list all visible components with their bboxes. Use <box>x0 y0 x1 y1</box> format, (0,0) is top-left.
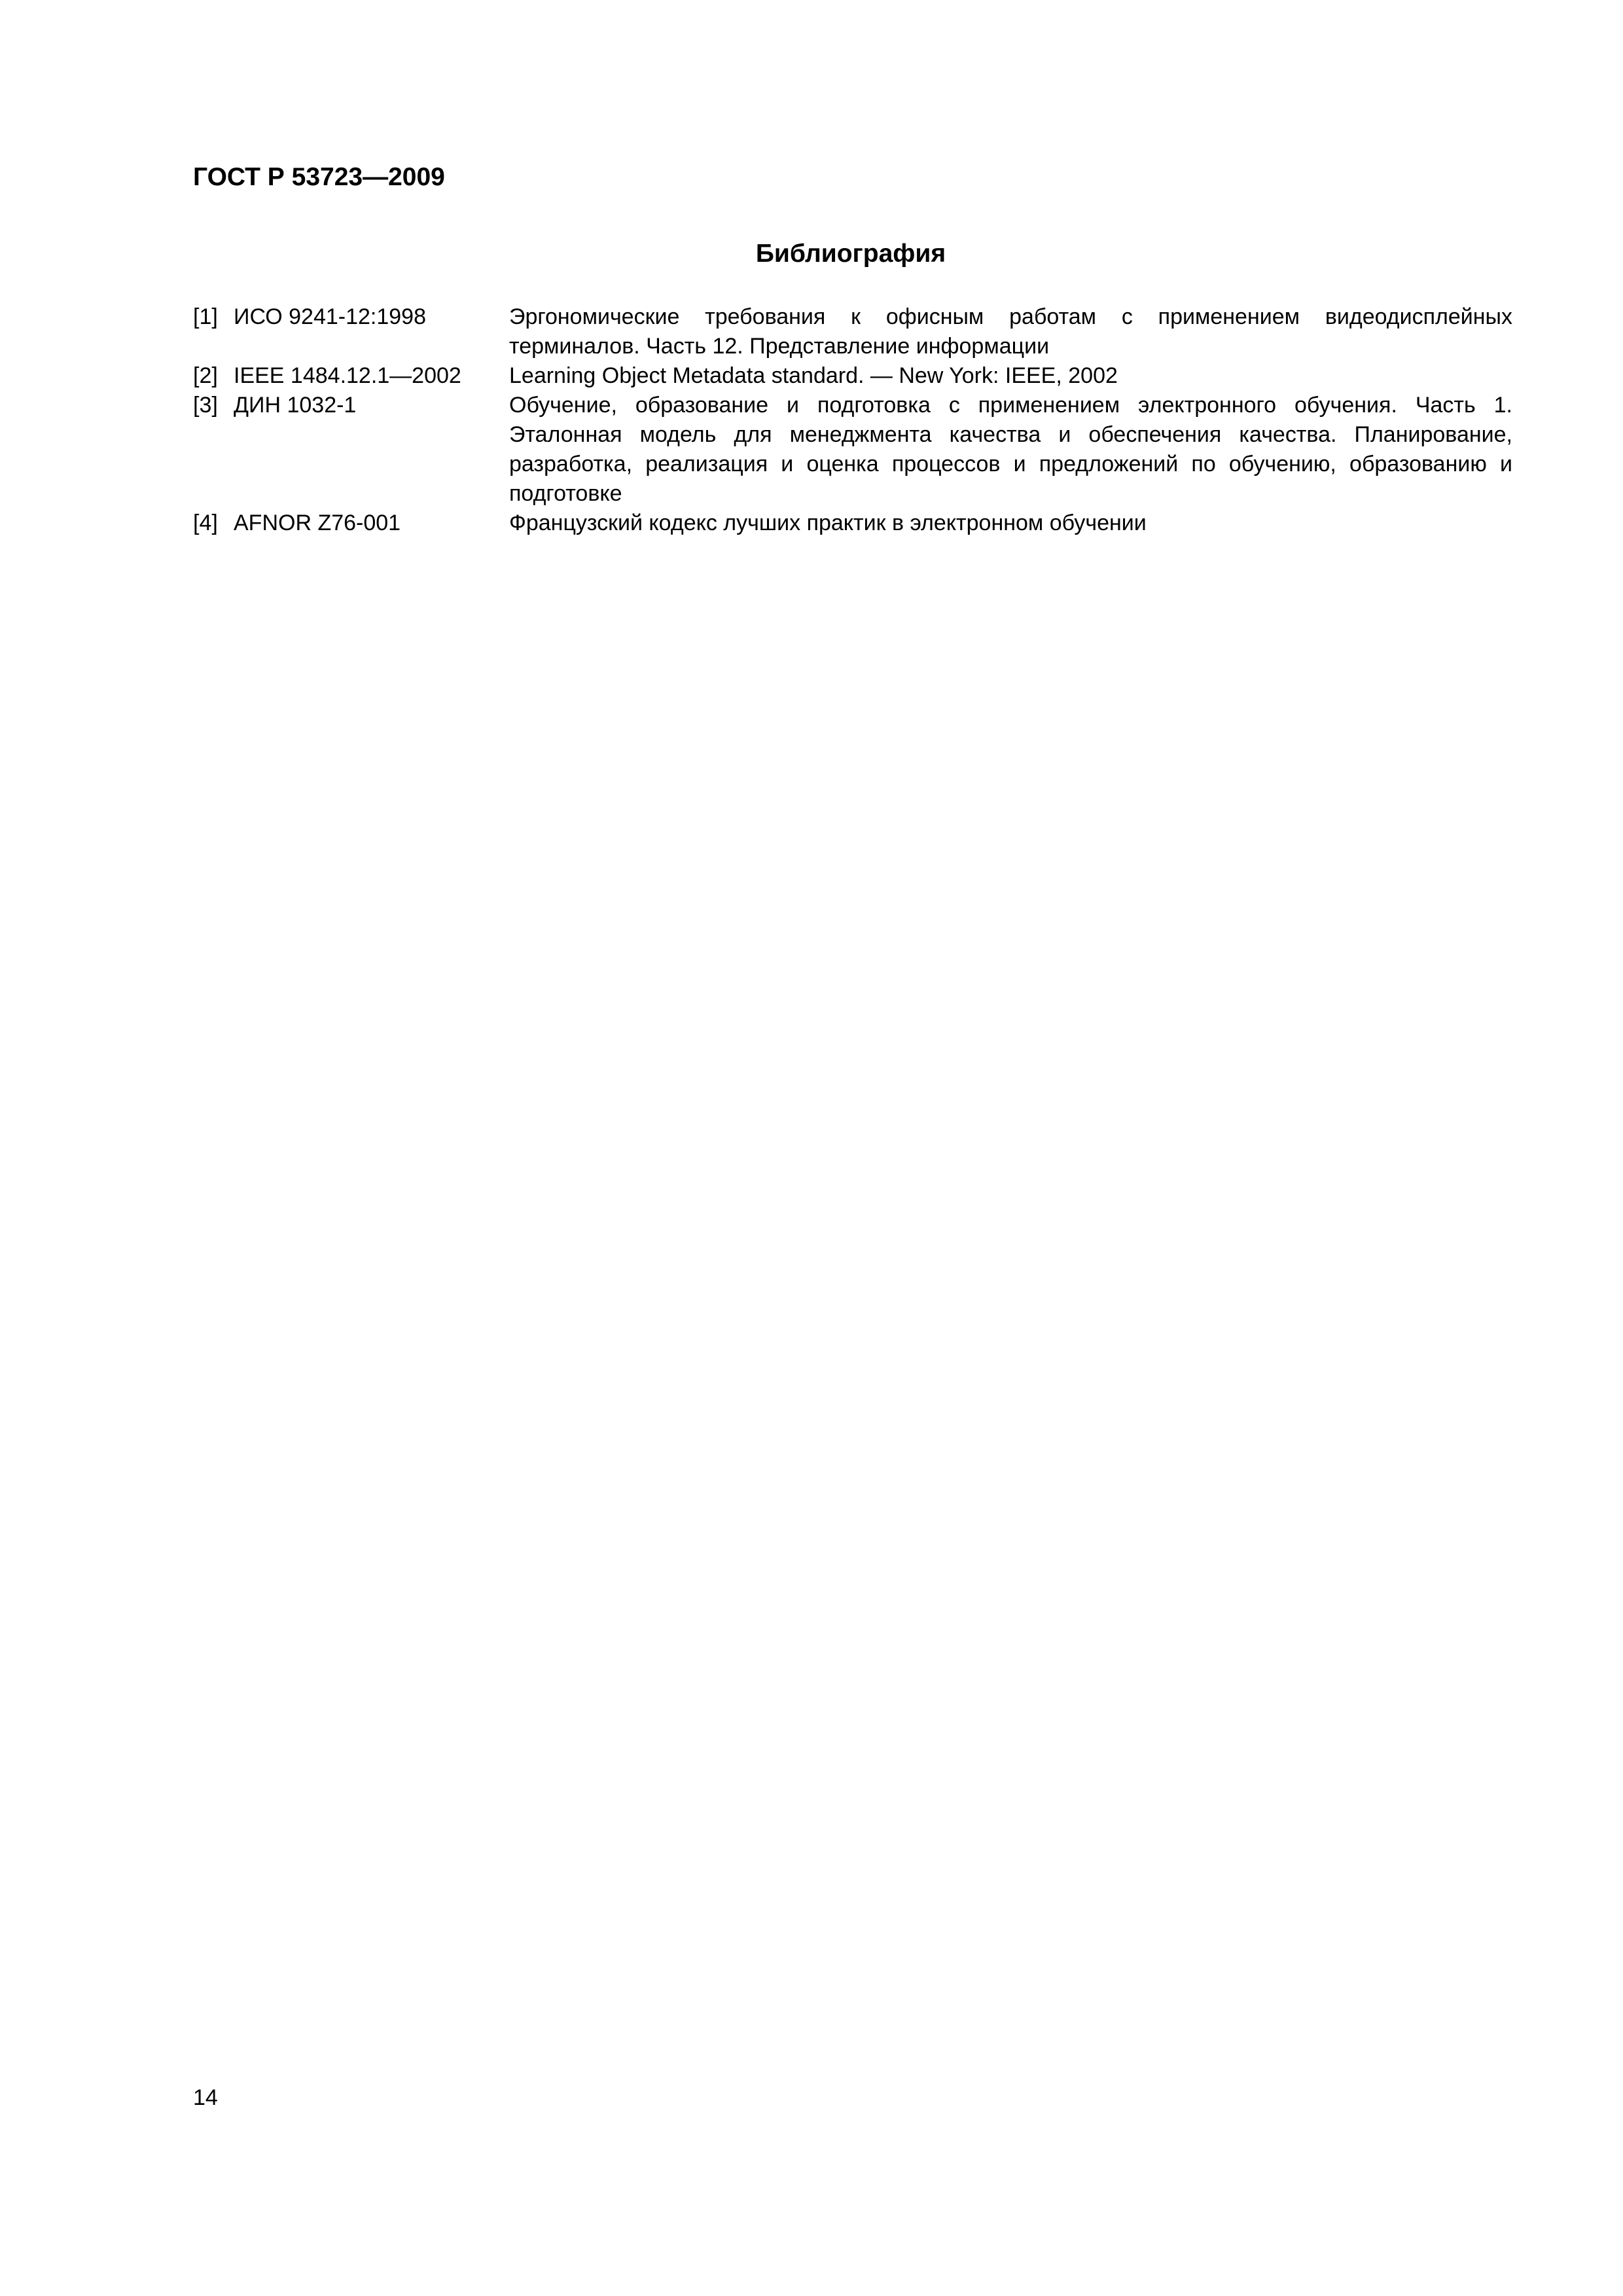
entry-standard-code: ДИН 1032-1 <box>234 393 357 418</box>
bibliography-entry-3 <box>193 391 1512 509</box>
bibliography-entry-2 <box>193 361 1512 391</box>
page-number: 14 <box>193 2085 218 2110</box>
entry-number: [3] <box>193 393 218 418</box>
entry-standard-code: AFNOR Z76-001 <box>234 511 401 535</box>
bibliography-list <box>193 302 1512 538</box>
section-title-bibliography: Библиография <box>755 240 946 268</box>
entry-number: [4] <box>193 511 218 535</box>
entry-number: [2] <box>193 363 218 388</box>
bibliography-entry-4 <box>193 509 1512 538</box>
entry-title: Обучение, образование и подготовка с применением электронного обучения. Часть 1. Эталонная модель для менеджмента качества и обеспечения качества. Планирование, разработка, реализация и оценка процессов и предложений по обучению, образованию и подготовке <box>509 393 1512 506</box>
entry-number: [1] <box>193 304 218 329</box>
entry-title: Эргономические требования к офисным работам с применением видеодисплейных терминалов. Часть 12. Представление информации <box>509 304 1512 359</box>
document-header: ГОСТ Р 53723—2009 <box>193 163 445 191</box>
entry-title: Французский кодекс лучших практик в электронном обучении <box>509 511 1147 535</box>
bibliography-entry-1 <box>193 302 1512 361</box>
entry-standard-code: IEEE 1484.12.1—2002 <box>234 363 461 388</box>
entry-standard-code: ИСО 9241-12:1998 <box>234 304 426 329</box>
entry-title: Learning Object Metadata standard. — New York: IEEE, 2002 <box>509 363 1118 388</box>
